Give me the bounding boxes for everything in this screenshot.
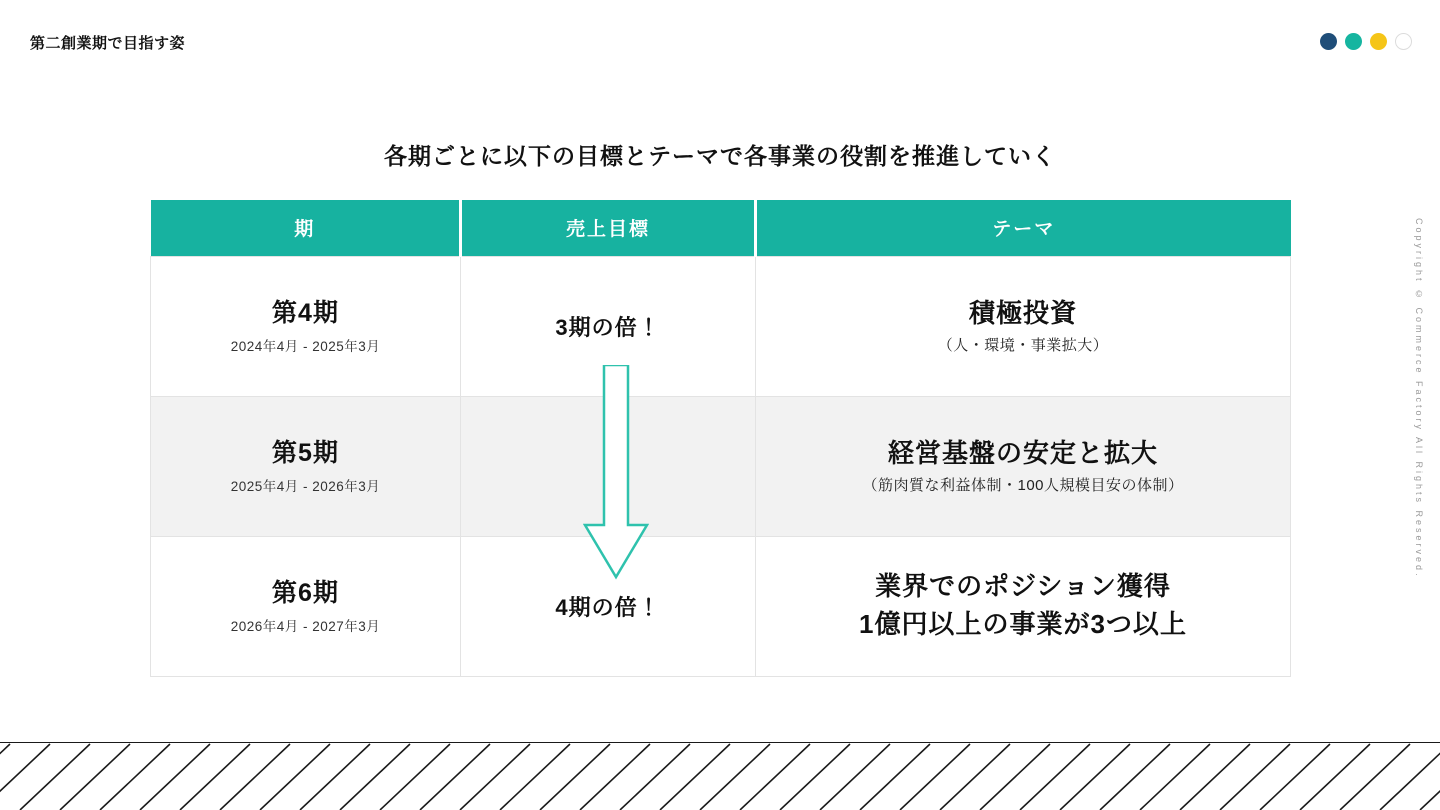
theme-main-line1: 業界でのポジション獲得 bbox=[875, 571, 1171, 602]
cell-sales-6 bbox=[461, 536, 756, 676]
sales-target: 4期の倍！ bbox=[555, 594, 661, 620]
bottom-hatch-decoration bbox=[0, 742, 1440, 810]
lead-text: 各期ごとに以下の目標とテーマで各事業の役割を推進していく bbox=[384, 143, 1056, 169]
term-period: 2026年4月 - 2027年3月 bbox=[230, 618, 381, 634]
table-row bbox=[151, 256, 1291, 396]
cell-term-5 bbox=[151, 396, 461, 536]
cell-theme-6 bbox=[756, 536, 1291, 676]
plan-table bbox=[150, 200, 1291, 677]
term-period: 2024年4月 - 2025年3月 bbox=[230, 338, 381, 354]
cell-sales-4 bbox=[461, 256, 756, 396]
table-row bbox=[151, 536, 1291, 676]
theme-main: 経営基盤の安定と拡大 bbox=[887, 438, 1158, 469]
column-header-sales: 売上目標 bbox=[461, 200, 756, 256]
cell-theme-4 bbox=[756, 256, 1291, 396]
brand-dots bbox=[1320, 33, 1412, 50]
theme-sub: （人・環境・事業拡大） bbox=[937, 336, 1109, 354]
cell-theme-5 bbox=[756, 396, 1291, 536]
theme-main-line2: 1億円以上の事業が3つ以上 bbox=[859, 609, 1187, 639]
theme-sub: （筋肉質な利益体制・100人規模目安の体制） bbox=[862, 476, 1184, 494]
page-title: 第二創業期で目指す姿 bbox=[30, 35, 186, 52]
dot-white-icon bbox=[1395, 33, 1412, 50]
column-header-term: 期 bbox=[151, 200, 461, 256]
term-title: 第5期 bbox=[272, 438, 339, 467]
term-title: 第4期 bbox=[272, 298, 339, 327]
plan-table-wrapper bbox=[150, 200, 1290, 677]
dot-navy-icon bbox=[1320, 33, 1337, 50]
table-body bbox=[151, 256, 1291, 676]
column-header-theme: テーマ bbox=[756, 200, 1291, 256]
table-header bbox=[151, 200, 1291, 256]
cell-term-4 bbox=[151, 256, 461, 396]
cell-sales-5 bbox=[461, 396, 756, 536]
term-period: 2025年4月 - 2026年3月 bbox=[230, 478, 381, 494]
dot-yellow-icon bbox=[1370, 33, 1387, 50]
table-header-row bbox=[151, 200, 1291, 256]
table-row bbox=[151, 396, 1291, 536]
sales-target: 3期の倍！ bbox=[555, 314, 661, 340]
cell-term-6 bbox=[151, 536, 461, 676]
dot-teal-icon bbox=[1345, 33, 1362, 50]
term-title: 第6期 bbox=[272, 578, 339, 607]
theme-main: 積極投資 bbox=[968, 298, 1077, 329]
copyright-text: Copyright © Commerce Factory All Rights Reserved. bbox=[1414, 218, 1424, 579]
